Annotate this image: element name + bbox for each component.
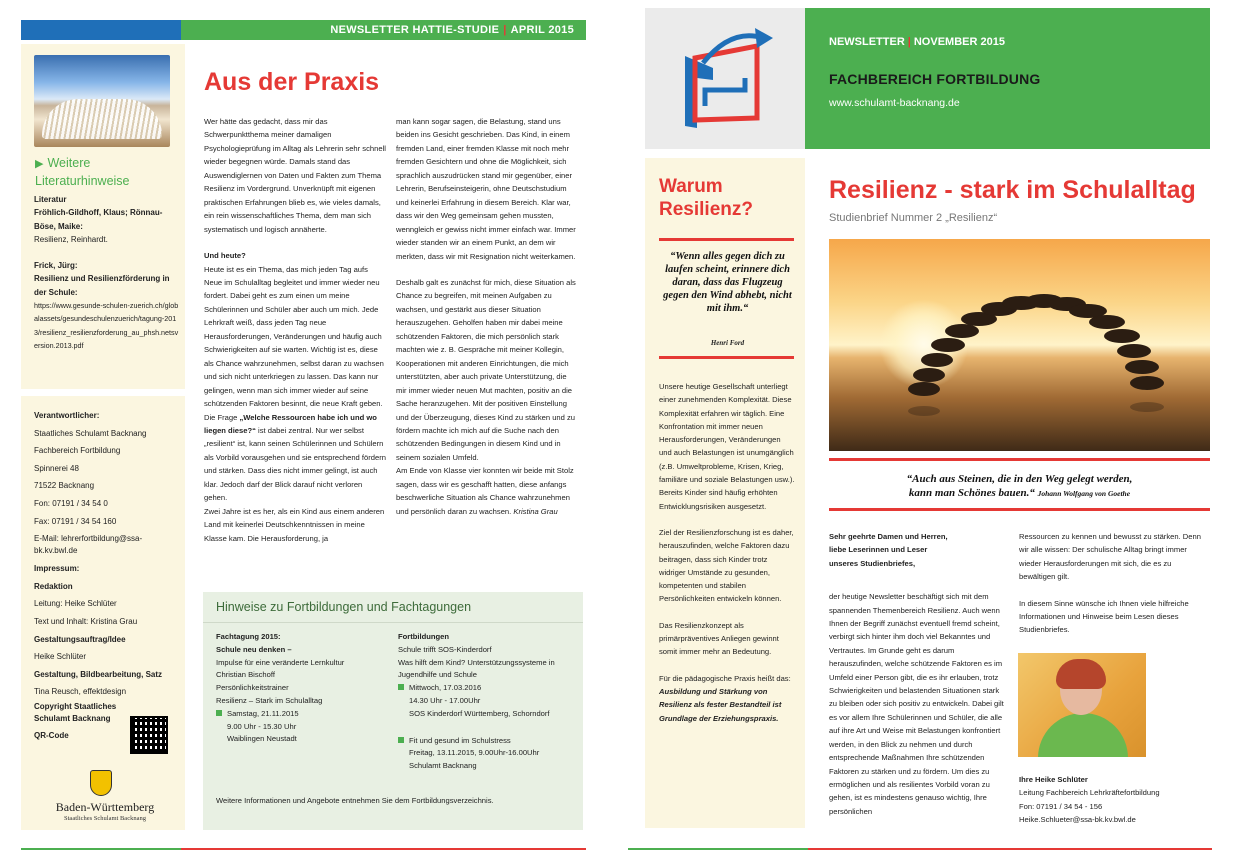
ford-quote: “Wenn alles gegen dich zu laufen scheint, erinnere dich daran, dass das Flugzeug gegen den Wind abhebt, nicht mit ihm.“ <box>663 251 792 314</box>
trainings-title: Hinweise zu Fortbildungen und Fachtagungen <box>216 600 472 614</box>
impressum-block: Verantwortlicher: Staatliches Schulamt Backnang Fachbereich Fortbildung Spinnerei 48 71522 Backnang Fon: 07191 / 34 54 0 Fax: 07191 / 34 54 160 E-Mail: lehrerfortbildung@ssa-bk.kv.bwl.de Impressum: Redaktion Leitung: Heike Schlüter Text und Inhalt: Kristina Grau Gestaltungsauftrag/Idee Heike Schlüter Gestaltung, Bildbearbeitung, Satz Tina Reusch, effektdesign Copyright Staatliches Schulamt Backnang QR-Code <box>34 407 180 745</box>
left-header-blue-bar <box>21 20 181 40</box>
article-signature: Kristina Grau <box>513 506 558 516</box>
bullet-square-icon <box>398 684 404 690</box>
left-newsletter-label: NEWSLETTER HATTIE-STUDIE <box>330 24 500 36</box>
stones-arch-photo <box>829 239 1210 451</box>
sidebar-body: Unsere heutige Gesellschaft unterliegt einer zunehmenden Komplexität. Diese Komplexität erfahren wir täglich. Eine Konfrontation mit immer neuen Herausforderungen, Veränderungen und auch Belastungen ist unumgänglich (z.B. Umweltprobleme, Krisen, Krieg, familiäre und soziale Belastungen usw.). Bereits Kinder sind häufig erhöhten Entwicklungsrisiken ausgesetzt. Ziel der Resilienzforschung ist es daher, herauszufinden, welche Faktoren dazu beitragen, dass sich Kinder trotz widriger Umstände zu gesunden, kompetenten und stabilen Persönlichkeiten entwickeln können. Das Resilienzkonzept als primärpräventives Anliegen gewinnt somit immer mehr an Bedeutung. Für die pädagogische Praxis heißt das: Ausbildung und Stärkung von Resilienz als fester Bestandteil ist Grundlage der Erziehungspraxis. <box>659 382 795 723</box>
literature-heading: ▶ Weitere Literaturhinweise <box>35 156 130 188</box>
right-footer-red-line <box>808 848 1212 850</box>
author-portrait <box>1018 653 1146 757</box>
website-link[interactable]: www.schulamt-backnang.de <box>829 97 960 109</box>
sidebar-quote-top-line <box>659 238 794 241</box>
main-title: Resilienz - stark im Schulalltag <box>829 176 1196 204</box>
literature-list: Literatur Fröhlich-Gildhoff, Klaus; Rönnau-Böse, Maike: Resilienz, Reinhardt. Frick, Jürg: Resilienz und Resilienzförderung in der Schule: https://www.gesunde-schulen-zuerich.ch/globalassets/gesundeschulenzuerich/tagung-2013/resilienz_resilienzforderung_au_phsh.netsversion.2013.pdf <box>34 193 180 352</box>
bullet-square-icon <box>398 737 404 743</box>
bullet-square-icon <box>216 710 222 716</box>
play-triangle-icon: ▶ <box>35 158 44 170</box>
department-title: FACHBEREICH FORTBILDUNG <box>829 71 1041 87</box>
main-subtitle: Studienbrief Nummer 2 „Resilienz“ <box>829 212 998 224</box>
article-title: Aus der Praxis <box>204 68 380 96</box>
editorial-column-1: Sehr geehrte Damen und Herren, liebe Leserinnen und Leser unseres Studienbriefes, der heutige Newsletter beschäftigt sich mit dem spannenden Themenbereich Resilienz. Auch wenn Ihnen der Begriff zunächst eventuell fremd scheint, verbirgt sich hinter ihm doch viel Bekanntes und Vertrautes. Im Grunde geht es darum herauszufinden, welche schützende Faktoren es im Umfeld einer Person gibt, die es ihr erlauben, trotz Schwierigkeiten und belastenden Situationen stark zu bleiben oder sich positiv zu entwickeln. Dabei gilt es vor allem Ihre Schülerinnen und Schüler, die alle auf ihre Art und Weise mit Belastungen konfrontiert werden, in den Blick zu nehmen und durch entsprechende Maßnahmen Ihre schützenden Faktoren zu stärken und zu fördern. Um dies zu ermöglichen und als resilientes Vorbild voran zu gehen, ist es mindestens genauso wichtig, Ihre persönlichen <box>829 532 1004 816</box>
qr-code[interactable] <box>130 716 168 754</box>
literature-link[interactable]: https://www.gesunde-schulen-zuerich.ch/globalassets/gesundeschulenzuerich/tagung-2013/resilienz_resilienzforderung_au_phsh.netsversion.2013.pdf <box>34 301 179 350</box>
header-separator: | <box>503 24 507 36</box>
article-column-2: man kann sogar sagen, die Belastung, stand uns beiden ins Gesicht geschrieben. Das Kind, in einem fremden Land, einer fremden Klasse mit noch mehr fremden Gesichtern und ohne die Möglichkeit, sich sprachlich auszudrücken stand mir gegenüber, einer Lehrerin, Berufseinsteigerin, ohne Deutschstudium und keinerlei Erfahrung in diesem Bereich. Klar war, dass wir den Weg gemeinsam gehen mussten, wenngleich er gewiss nicht immer einfach war. Immer wieder standen wir an einem Punkt, an dem wir merkten, dass wir mit Resignation nicht weiterkamen. Deshalb galt es zunächst für mich, diese Situation als Chance zu begreifen, mit meinen Aufgaben zu wachsen, und gestärkt aus dieser Situation herauszugehen. Geholfen haben mir dabei meine schützenden Faktoren, die mich persönlich stark machten wie z. B. Gespräche mit meiner Kollegin, Kooperationen mit anderen Einrichtungen, die mich unterstützten, aber auch private Unterstützung, die mir immer wieder neuen Mut machten, positiv an die Sache heranzugehen. Mit der positiven Einstellung und der Überzeugung, dieses Kind zu stärken und zu fördern machte ich mich auf die Suche nach den schützenden Bedingungen in diesem Kind und in seinem sozialen Umfeld. Am Ende von Klasse vier konnten wir beide mit Stolz sagen, dass wir es geschafft hatten, diese anfangs beschwerliche Situation als Chance wahrzunehmen und persönlich daran zu wachsen. Kristina Grau <box>396 117 576 516</box>
training-item-fortbildungen: Fortbildungen Schule trifft SOS-Kinderdorf Was hilft dem Kind? Unterstützungssysteme in Jugendhilfe und Schule Mittwoch, 17.03.2016 14.30 Uhr - 17.00Uhr SOS Kinderdorf Württemberg, Schorndorf Fit und gesund im Schulstress Freitag, 13.11.2015, 9.00Uhr-16.00Uhr Schulamt Backnang <box>398 632 555 771</box>
schulamt-logo <box>645 8 805 149</box>
trainings-divider <box>203 622 583 623</box>
goethe-quote-author: Johann Wolfgang von Goethe <box>1037 489 1131 498</box>
ford-quote-author: Henri Ford <box>710 339 745 347</box>
left-footer-green-line <box>21 848 181 850</box>
author-email[interactable]: Heike.Schlueter@ssa-bk.kv.bwl.de <box>1019 815 1136 825</box>
left-newsletter-date: APRIL 2015 <box>510 24 574 36</box>
trainings-footer: Weitere Informationen und Angebote entnehmen Sie dem Fortbildungsverzeichnis. <box>216 796 494 805</box>
header-separator: | <box>907 36 911 48</box>
quote-top-line <box>829 458 1210 461</box>
coat-of-arms-icon <box>90 770 112 796</box>
schulamt-logo-icon <box>645 8 805 149</box>
sidebar-title: Warum Resilienz? <box>659 176 753 220</box>
book-photo <box>34 55 170 147</box>
article-column-1: Wer hätte das gedacht, dass mir das Schwerpunktthema meiner damaligen Psychologieprüfung im Alltag als Lehrerin sehr schnell wieder begegnen würde. Damals stand das Auswendiglernen von Daten und Fakten zum Thema Resilienz im Vordergrund. Unverknüpft mit eigenen praktischen Erfahrungen blieb es, wie vieles damals, ein rein wissenschaftliches Thema, dem man sich systematisch und logisch annäherte. Und heute? Heute ist es ein Thema, das mich jeden Tag aufs Neue im Schulalltag begleitet und immer wieder neu fordert. Dabei geht es zum einen um meine Schülerinnen und Schüler aber auch um mich. Jede Lehrkraft weiß, dass jeden Tag neue Herausforderungen, Veränderungen und häufig auch Schwierigkeiten auf sie warten. Wichtig ist es, diese als Chance wahrzunehmen, selbst daran zu wachsen und sich nicht unterkriegen zu lassen. Das kann nur gelingen, wenn man sich immer wieder auf seine schützenden Faktoren besinnt, die neue Kraft geben. Die Frage „Welche Ressourcen habe ich und wo liegen diese?“ ist dabei zentral. Nur wer selbst „resilient“ ist, kann seinen Schülerinnen und Schülern als Vorbild vorausgehen und sie entsprechend fördern und stärken. Dass dies nicht immer gelingt, ist auch klar. Jedoch darf der Blick darauf nicht verloren gehen. Zwei Jahre ist es her, als ein Kind aus einem anderen Land mit keinerlei Deutschkenntnissen in meine Klasse kam. Die Herausforderung, ja <box>204 117 386 543</box>
left-header-bar <box>181 20 586 40</box>
quote-bottom-line <box>829 508 1210 511</box>
goethe-quote: “Auch aus Steinen, die in den Weg gelegt werden, kann man Schönes bauen.“ Johann Wolfgang von Goethe <box>906 473 1133 499</box>
bw-logo-subtitle: Staatliches Schulamt Backnang <box>64 815 146 822</box>
sidebar-quote-bottom-line <box>659 356 794 359</box>
right-newsletter-label: NEWSLETTER | NOVEMBER 2015 <box>829 36 1005 48</box>
training-item-fachtagung: Fachtagung 2015: Schule neu denken – Impulse für eine veränderte Lernkultur Christian Bischoff Persönlichkeitstrainer Resilienz – Stark im Schulalltag Samstag, 21.11.2015 9.00 Uhr - 15.30 Uhr Waiblingen Neustadt <box>216 632 345 744</box>
left-footer-red-line <box>181 848 586 850</box>
editorial-column-2: Ressourcen zu kennen und bewusst zu stärken. Denn wir alle wissen: Der schulische Alltag bringt immer wieder Herausforderungen mit sich, die es zu bewältigen gilt. In diesem Sinne wünsche ich Ihnen viele hilfreiche Informationen und Hinweise beim Lesen dieses Studienbriefes. <box>1019 532 1201 635</box>
author-signature: Ihre Heike Schlüter Leitung Fachbereich Lehrkräftefortbildung Fon: 07191 / 34 54 - 156 Heike.Schlueter@ssa-bk.kv.bwl.de <box>1019 773 1209 827</box>
right-footer-green-line <box>628 848 808 850</box>
impressum-email[interactable]: E-Mail: lehrerfortbildung@ssa-bk.kv.bwl.de <box>34 534 143 556</box>
bw-logo-name: Baden-Württemberg <box>55 800 155 814</box>
